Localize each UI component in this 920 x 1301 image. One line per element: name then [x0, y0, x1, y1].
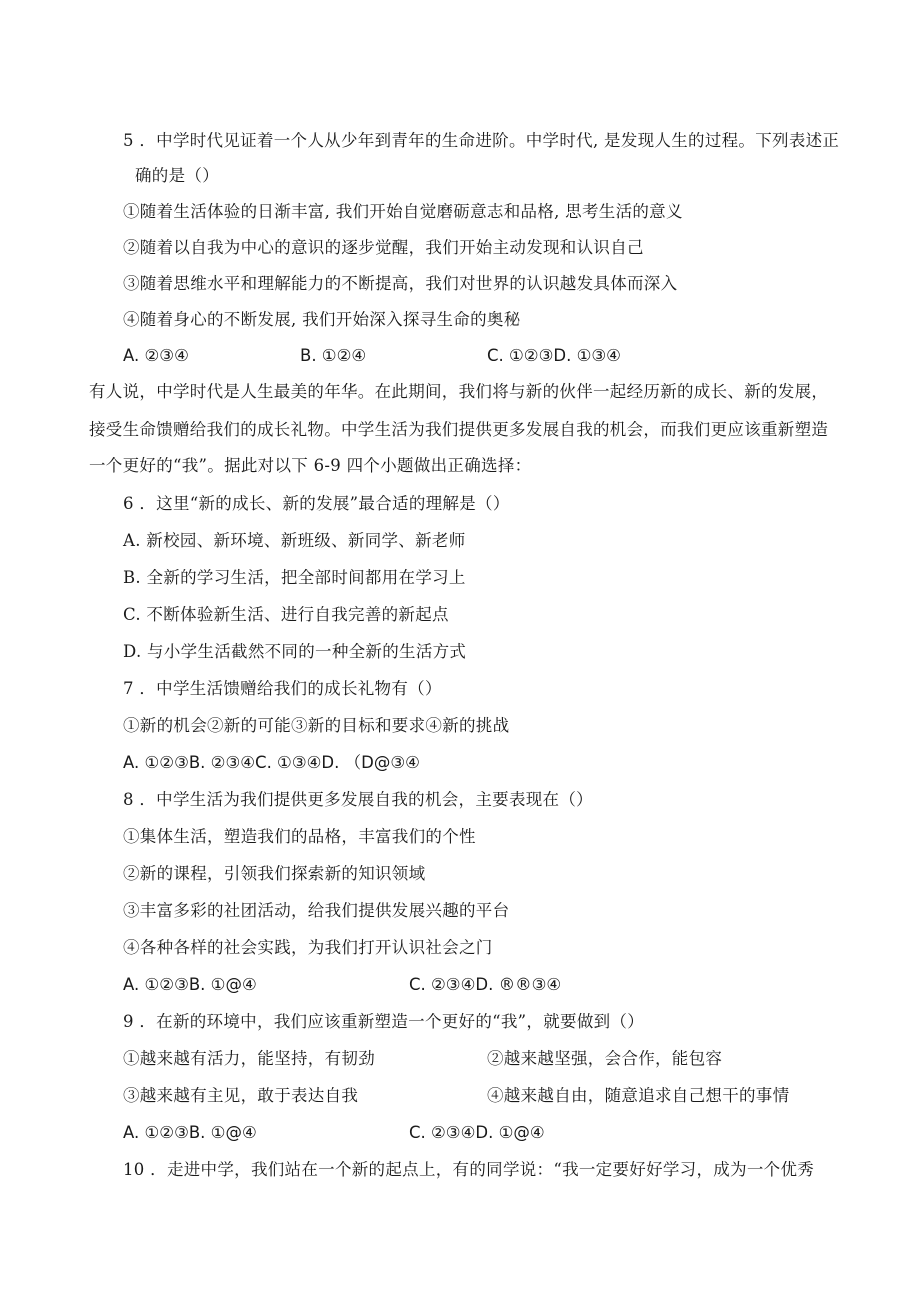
q9-statement-1: ①越来越有活力，能坚持，有韧劲 — [123, 1049, 375, 1068]
q7-stem: 7 ．中学生活馈赠给我们的成长礼物有（） — [123, 679, 442, 698]
q5-statement-1: ①随着生活体验的日渐丰富, 我们开始自觉磨砺意志和品格, 思考生活的意义 — [123, 202, 683, 221]
q8-options-ab: A. ①②③B. ①@④ — [123, 975, 257, 994]
q6-option-a: A. 新校园、新环境、新班级、新同学、新老师 — [123, 531, 466, 550]
q9-stem: 9 ．在新的环境中，我们应该重新塑造一个更好的“我”，就要做到（） — [123, 1012, 645, 1031]
q9-options-cd: C. ②③④D. ①@④ — [409, 1123, 545, 1142]
q5-statement-2: ②随着以自我为中心的意识的逐步觉醒，我们开始主动发现和认识自己 — [123, 238, 644, 257]
passage-line3: 一个更好的“我”。据此对以下 6-9 四个小题做出正确选择： — [89, 456, 532, 475]
q5-option-cd: C. ①②③D. ①③④ — [487, 346, 621, 365]
q8-statement-3: ③丰富多彩的社团活动，给我们提供发展兴趣的平台 — [123, 901, 510, 920]
q7-items: ①新的机会②新的可能③新的目标和要求④新的挑战 — [123, 716, 510, 735]
q10-stem: 10 ．走进中学，我们站在一个新的起点上，有的同学说：“我一定要好好学习，成为一个优秀 — [123, 1160, 815, 1179]
q8-statement-1: ①集体生活，塑造我们的品格，丰富我们的个性 — [123, 827, 476, 846]
q5-option-b: B. ①②④ — [300, 346, 367, 365]
q9-statement-2: ②越来越坚强，会合作，能包容 — [487, 1049, 723, 1068]
q6-option-d: D. 与小学生活截然不同的一种全新的生活方式 — [123, 642, 467, 661]
passage-line1: 有人说，中学时代是人生最美的年华。在此期间，我们将与新的伙伴一起经历新的成长、新的发展， — [89, 382, 829, 401]
q9-statement-4: ④越来越自由，随意追求自己想干的事情 — [487, 1086, 790, 1105]
q5-option-a: A. ②③④ — [123, 346, 189, 365]
q9-options-ab: A. ①②③B. ①@④ — [123, 1123, 257, 1142]
q6-option-c: C. 不断体验新生活、进行自我完善的新起点 — [123, 605, 449, 624]
q8-options-cd: C. ②③④D. ®®③④ — [409, 975, 562, 994]
q8-stem: 8 ．中学生活为我们提供更多发展自我的机会，主要表现在（） — [123, 790, 593, 809]
q5-statement-4: ④随着身心的不断发展, 我们开始深入探寻生命的奥秘 — [123, 310, 521, 329]
passage-line2: 接受生命馈赠给我们的成长礼物。中学生活为我们提供更多发展自我的机会，而我们更应该重新塑造 — [89, 420, 829, 439]
q8-statement-4: ④各种各样的社会实践，为我们打开认识社会之门 — [123, 938, 493, 957]
q5-stem-line1: 5 ．中学时代见证着一个人从少年到青年的生命进阶。中学时代, 是发现人生的过程。下列表述正 — [123, 131, 840, 150]
q5-statement-3: ③随着思维水平和理解能力的不断提高，我们对世界的认识越发具体而深入 — [123, 274, 678, 293]
q5-stem-line2: 确的是（） — [135, 166, 219, 185]
q8-statement-2: ②新的课程，引领我们探索新的知识领域 — [123, 864, 426, 883]
q9-statement-3: ③越来越有主见，敢于表达自我 — [123, 1086, 359, 1105]
q7-options: A. ①②③B. ②③④C. ①③④D. （D@③④ — [123, 753, 420, 772]
q6-option-b: B. 全新的学习生活，把全部时间都用在学习上 — [123, 568, 466, 587]
q6-stem: 6 ．这里“新的成长、新的发展”最合适的理解是（） — [123, 494, 510, 513]
